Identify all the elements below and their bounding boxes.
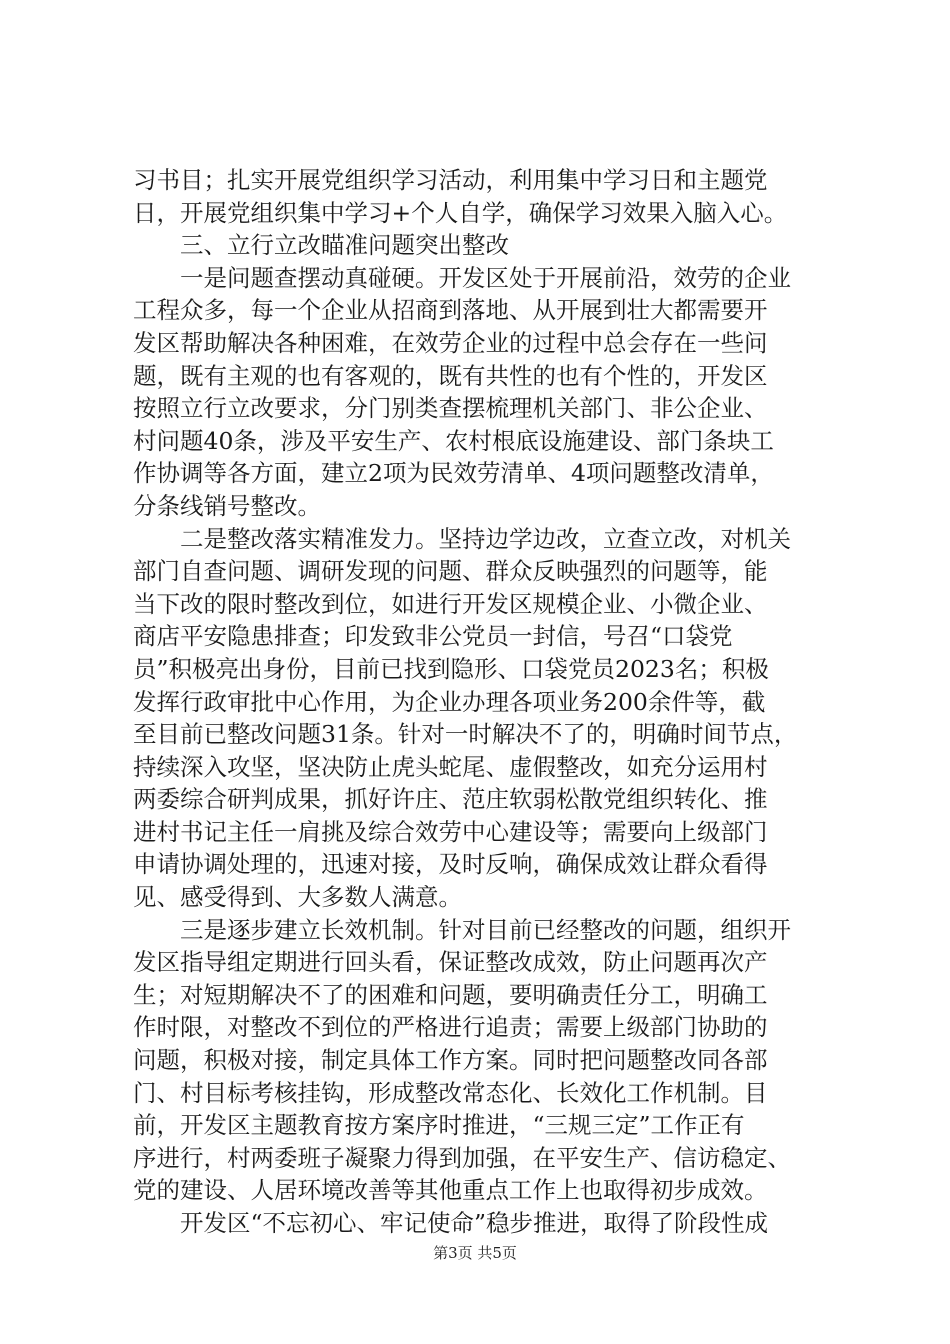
- text-line: 申请协调处理的，迅速对接，及时反响，确保成效让群众看得: [133, 850, 768, 879]
- text-line: 见、感受得到、大多数人满意。: [133, 883, 462, 912]
- page-footer: [0, 1242, 950, 1263]
- text-line: 两委综合研判成果，抓好许庄、范庄软弱松散党组织转化、推: [133, 785, 768, 814]
- text-line: 员”积极亮出身份，目前已找到隐形、口袋党员2023名；积极: [133, 654, 769, 683]
- text-line: 部门自查问题、调研发现的问题、群众反映强烈的问题等，能: [133, 557, 768, 586]
- text-line: 商店平安隐患排查；印发致非公党员一封信，号召“口袋党: [133, 622, 733, 651]
- text-line: 三是逐步建立长效机制。针对目前已经整改的问题，组织开: [180, 915, 791, 944]
- text-line: 持续深入攻坚，坚决防止虎头蛇尾、虚假整改，如充分运用村: [133, 752, 768, 781]
- text-line: 开发区“不忘初心、牢记使命”稳步推进，取得了阶段性成: [180, 1209, 769, 1237]
- text-line: 日，开展党组织集中学习+个人自学，确保学习效果入脑入心。: [133, 198, 788, 227]
- text-line: 当下改的限时整改到位，如进行开发区规模企业、小微企业、: [133, 589, 768, 618]
- text-line: 党的建设、人居环境改善等其他重点工作上也取得初步成效。: [133, 1176, 768, 1205]
- text-line: 村问题40条，涉及平安生产、农村根底设施建设、部门条块工: [133, 426, 774, 455]
- text-line: 发区帮助解决各种困难，在效劳企业的过程中总会存在一些问: [133, 328, 768, 357]
- text-line: 二是整改落实精准发力。坚持边学边改，立查立改，对机关: [180, 524, 791, 553]
- text-line: 习书目；扎实开展党组织学习活动，利用集中学习日和主题党: [133, 166, 768, 194]
- text-line: 进村书记主任一肩挑及综合效劳中心建设等；需要向上级部门: [133, 817, 768, 846]
- text-line: 分条线销号整改。: [133, 491, 321, 520]
- section-heading: 三、立行立改瞄准问题突出整改: [180, 231, 509, 260]
- document-body: [133, 164, 833, 1240]
- text-line: 发挥行政审批中心作用，为企业办理各项业务200余件等，截: [133, 687, 766, 716]
- text-line: 生；对短期解决不了的困难和问题，要明确责任分工，明确工: [133, 980, 768, 1009]
- text-line: 发区指导组定期进行回头看，保证整改成效，防止问题再次产: [133, 948, 768, 977]
- text-line: 前，开发区主题教育按方案序时推进，“三规三定”工作正有: [133, 1111, 745, 1140]
- text-line: 序进行，村两委班子凝聚力得到加强，在平安生产、信访稳定、: [133, 1143, 791, 1172]
- text-line: 题，既有主观的也有客观的，既有共性的也有个性的，开发区: [133, 361, 768, 390]
- text-line: 至目前已整改问题31条。针对一时解决不了的，明确时间节点，: [133, 720, 798, 749]
- text-line: 一是问题查摆动真碰硬。开发区处于开展前沿，效劳的企业: [180, 263, 791, 292]
- text-line: 作协调等各方面，建立2项为民效劳清单、4项问题整改清单，: [133, 459, 774, 488]
- text-line: 作时限，对整改不到位的严格进行追责；需要上级部门协助的: [133, 1013, 768, 1042]
- text-line: 问题，积极对接，制定具体工作方案。同时把问题整改同各部: [133, 1046, 768, 1075]
- text-line: 门、村目标考核挂钩，形成整改常态化、长效化工作机制。目: [133, 1078, 768, 1107]
- page-number: 第3页 共5页: [433, 1244, 517, 1262]
- text-line: 按照立行立改要求，分门别类查摆梳理机关部门、非公企业、: [133, 394, 768, 423]
- text-line: 工程众多，每一个企业从招商到落地、从开展到壮大都需要开: [133, 296, 768, 325]
